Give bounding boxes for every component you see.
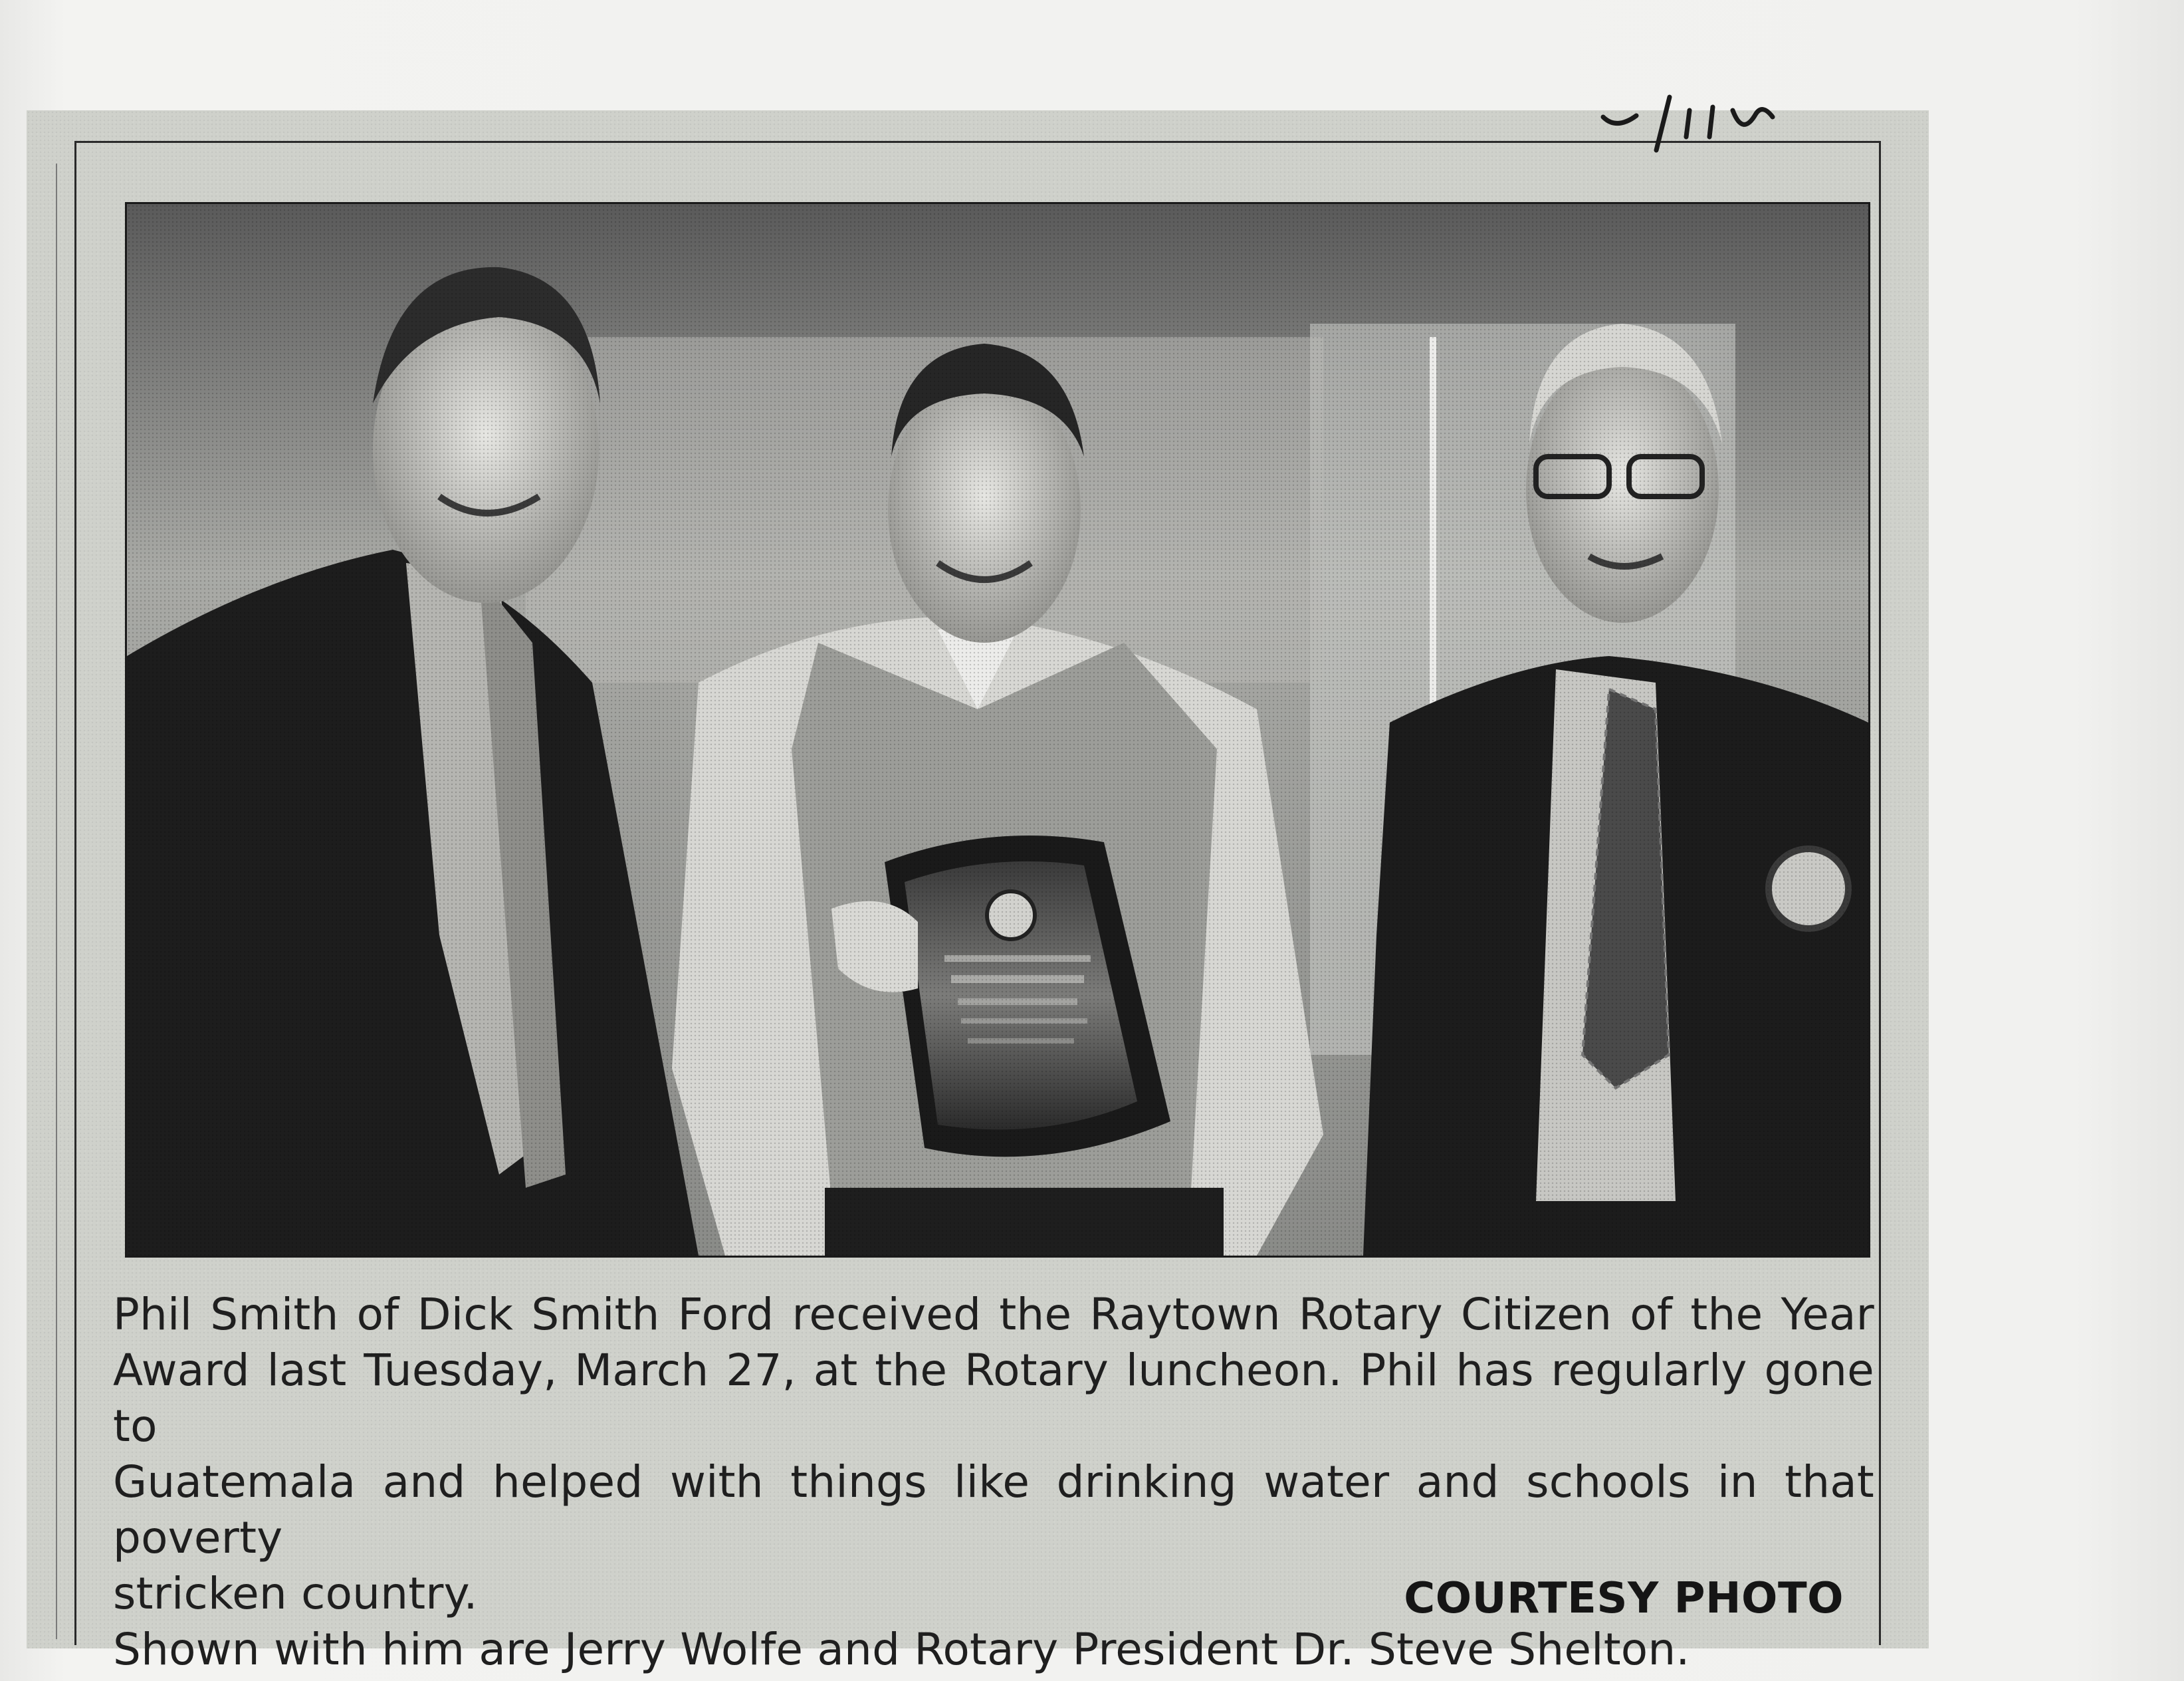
caption-line-1: Phil Smith of Dick Smith Ford received the Raytown Rotary Citizen of the Year	[113, 1289, 1874, 1340]
caption-line-4: stricken country.	[113, 1568, 478, 1619]
caption-line-2: Award last Tuesday, March 27, at the Rotary luncheon. Phil has regularly gone to	[113, 1345, 1874, 1452]
caption-line-5: Shown with him are Jerry Wolfe and Rotary President Dr. Steve Shelton.	[113, 1624, 1690, 1675]
photo-illustration	[127, 204, 1868, 1256]
handwritten-date-note	[1590, 90, 1829, 170]
photo-credit: COURTESY PHOTO	[1404, 1574, 1844, 1623]
caption-line-3: Guatemala and helped with things like drinking water and schools in that poverty	[113, 1456, 1874, 1563]
newspaper-clipping	[27, 110, 1929, 1675]
left-rule	[56, 164, 57, 1639]
award-photo	[125, 202, 1870, 1258]
